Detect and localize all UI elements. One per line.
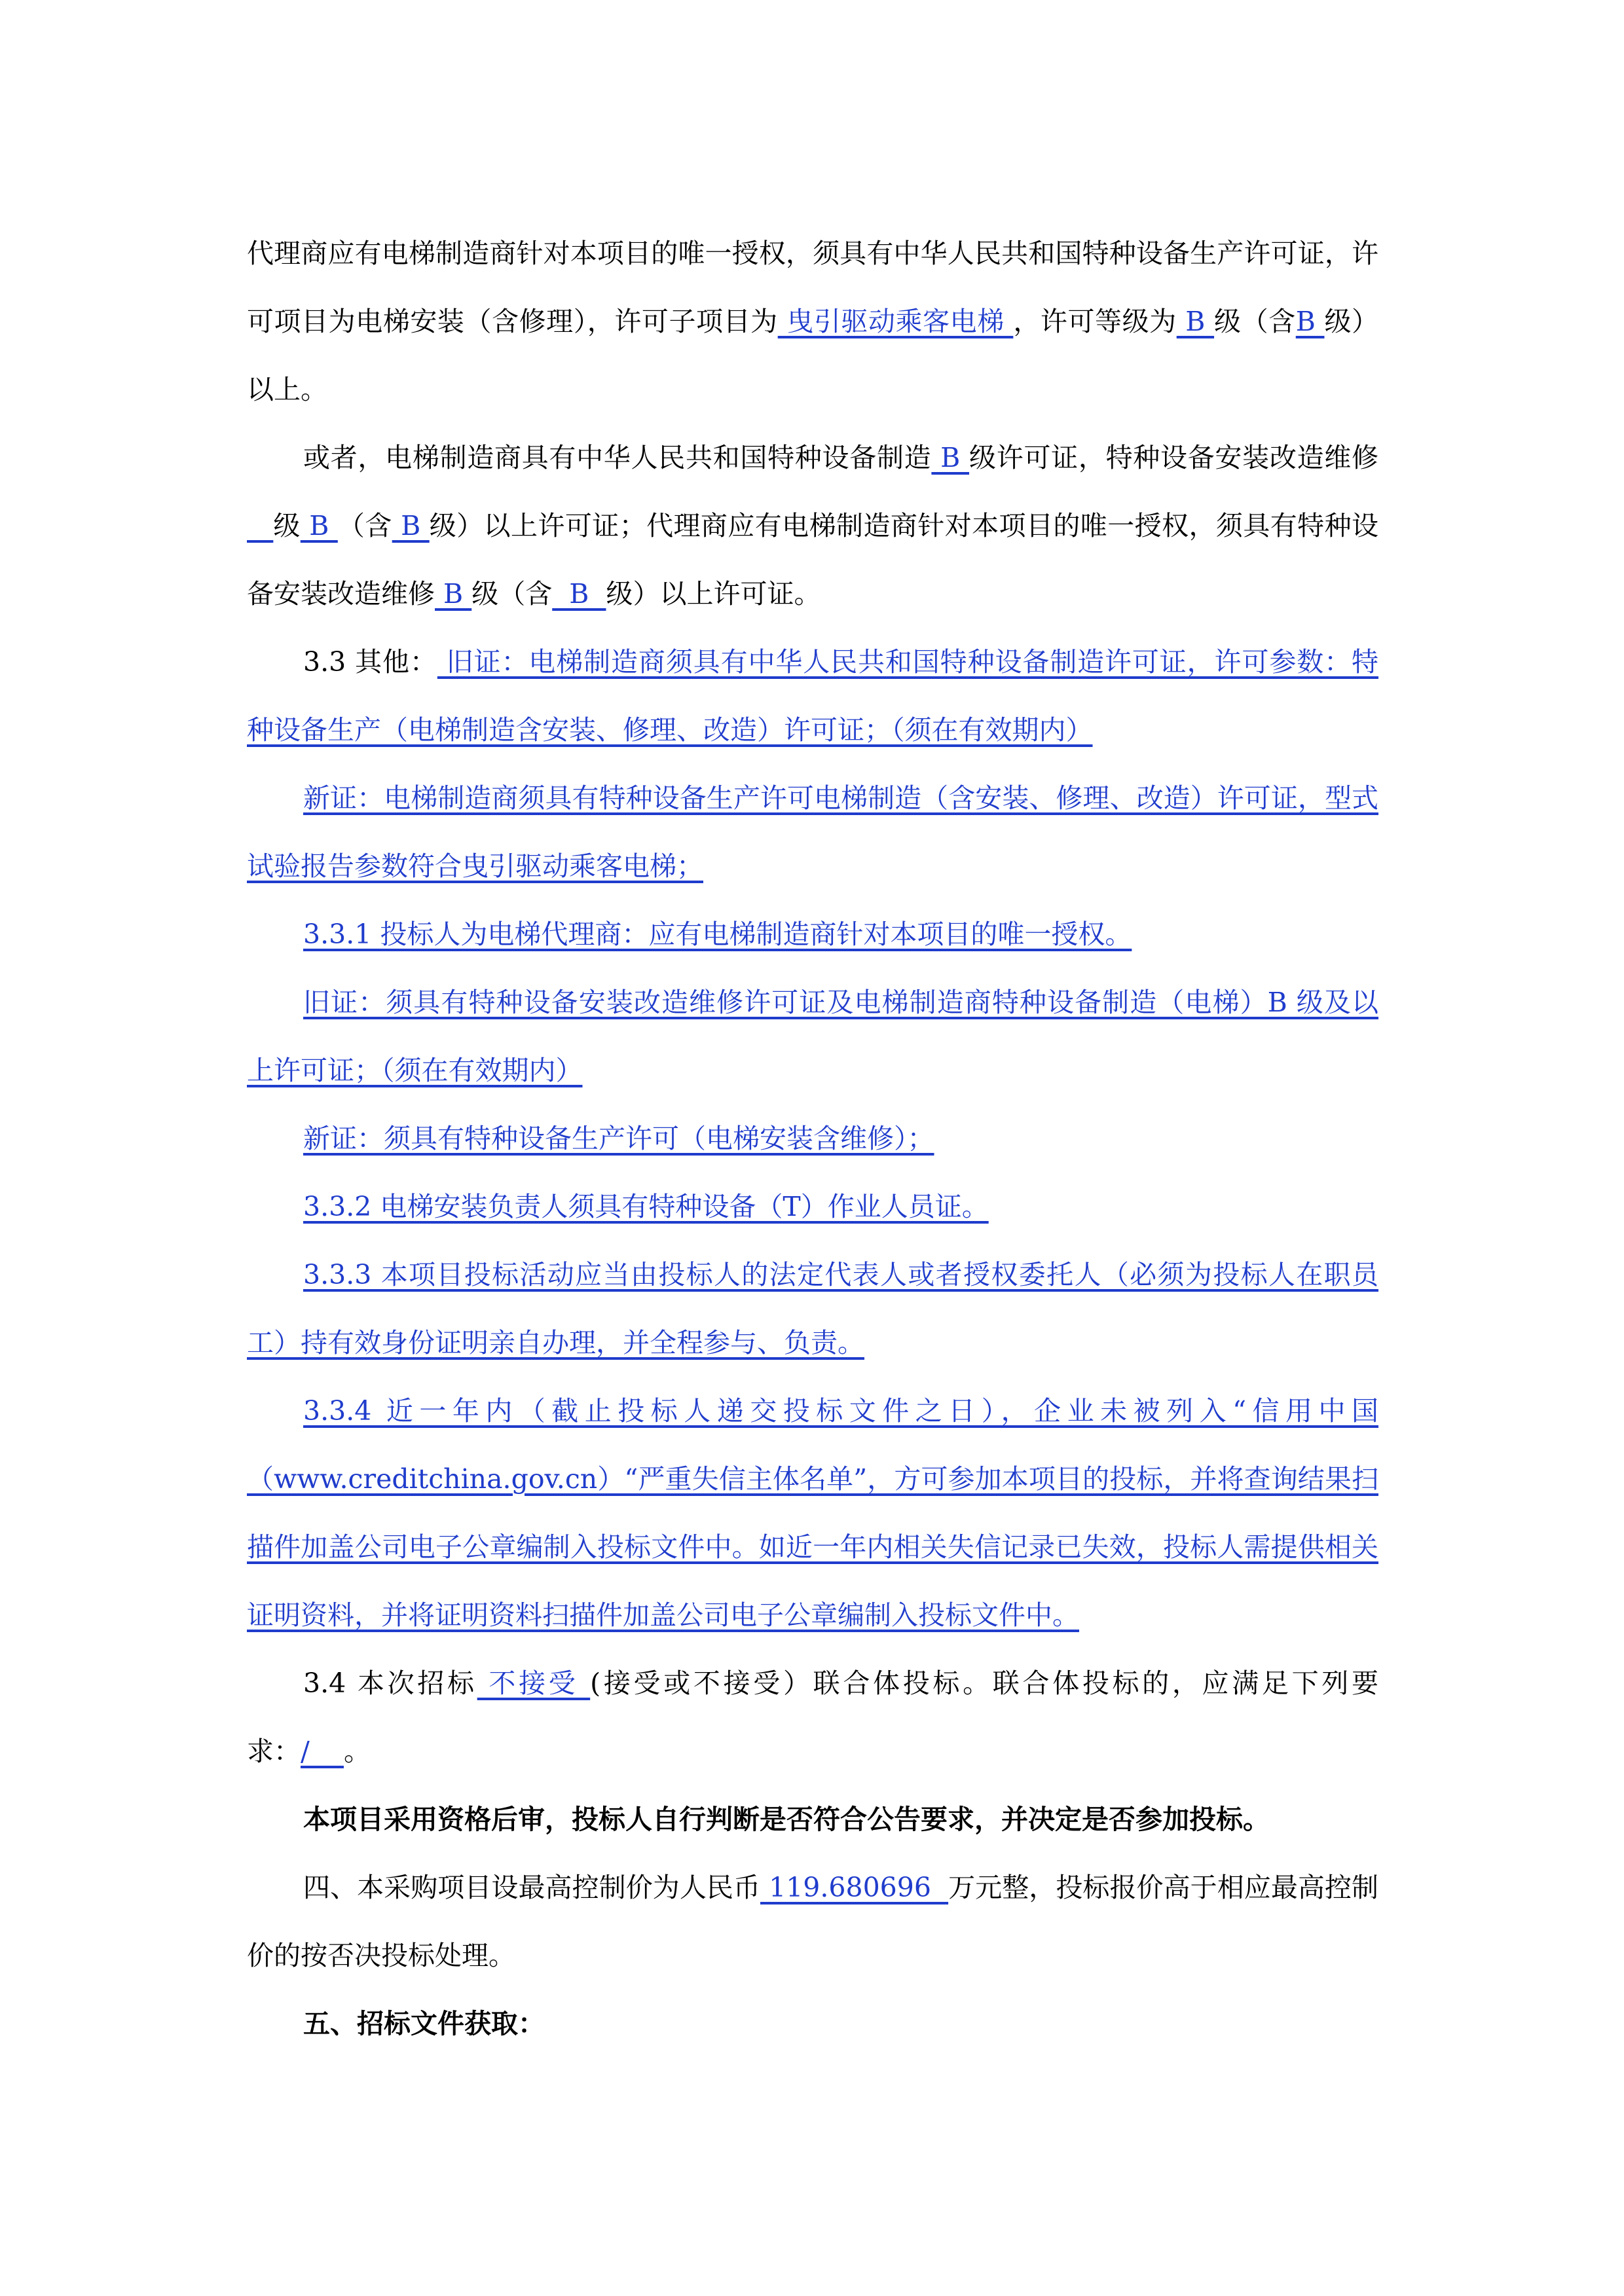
agent-grade: B (435, 578, 472, 610)
agent-grade-min: B (552, 578, 606, 610)
section-5-heading: 五、招标文件获取： (303, 2008, 545, 2039)
item-3-3-2: 3.3.2 电梯安装负责人须具有特种设备（T）作业人员证。 (303, 1191, 989, 1222)
para2-text-a: 或者，电梯制造商具有中华人民共和国特种设备制造 (303, 442, 932, 473)
para2-text-g: 级）以上许可证。 (606, 578, 821, 610)
section-3-4-end: 。 (343, 1736, 371, 1767)
item-3-3-1-new-cert: 新证：须具有特种设备生产许可（电梯安装含维修）； (303, 1123, 934, 1154)
item-3-3-3: 3.3.3 本项目投标活动应当由投标人的法定代表人或者授权委托人（必须为投标人在职员工）持有效身份证明亲自办理，并全程参与、负责。 (247, 1259, 1378, 1358)
item-3-3-4: 3.3.4 近一年内（截止投标人递交投标文件之日），企业未被列入“信用中国（www.creditchina.gov.cn）“严重失信主体名单”，方可参加本项目的投标，并将查询结果扫描件加盖公司电子公章编制入投标文件中。如近一年内相关失信记录已失效，投标人需提供相关证明资料，并将证明资料扫描件加盖公司电子公章编制入投标文件中。 (247, 1395, 1378, 1631)
old-cert-text: 旧证：电梯制造商须具有中华人民共和国特种设备制造许可证，许可参数：特种设备生产（电梯制造含安装、修理、改造）许可证；（须在有效期内） (247, 646, 1378, 746)
paragraph-3-3-4 (247, 1377, 1378, 1649)
para2-text-e: 级）以上许可证；代理商应有电梯制造商针对本项目的唯一授权，须具有特种设备安装改造维修 (247, 510, 1378, 610)
paragraph-3-3-2 (247, 1173, 1378, 1241)
paragraph-license-requirement (247, 219, 1378, 424)
qualification-notice: 本项目采用资格后审，投标人自行判断是否符合公告要求，并决定是否参加投标。 (303, 1804, 1270, 1835)
para1-text-a: 代理商应有电梯制造商针对本项目的唯一授权，须具有中华人民共和国特种设备生产许可证，许可项目为电梯安装（含修理），许可子项目为 (247, 238, 1378, 337)
paragraph-3-3-1-new (247, 1104, 1378, 1173)
blank-field (247, 510, 273, 541)
paragraph-3-4-consortium (247, 1649, 1378, 1785)
para2-text-b: 级许可证，特种设备安装改造维修 (969, 442, 1378, 473)
para2-text-f: 级（含 (471, 578, 553, 610)
para2-text-d: （含 (337, 510, 392, 541)
paragraph-manufacturer-license (247, 424, 1378, 628)
para2-text-c: 级 (273, 510, 301, 541)
document-page (247, 219, 1378, 2058)
section-4-text-a: 四、本采购项目设最高控制价为人民币 (303, 1872, 761, 1903)
section-3-3-prefix: 3.3 其他： (303, 646, 437, 678)
consortium-requirement: / (301, 1736, 344, 1767)
mfg-grade: B (931, 442, 970, 473)
para1-text-d: 级）以上。 (247, 306, 1379, 405)
item-3-3-1-old-cert: 旧证：须具有特种设备安装改造维修许可证及电梯制造商特种设备制造（电梯）B 级及以上许可证；（须在有效期内） (247, 987, 1378, 1086)
paragraph-3-3-other (247, 628, 1378, 764)
consortium-value: 不接受 (477, 1667, 591, 1699)
section-4-text-b: 万元整，投标报价高于相应最高控制价的按否决投标处理。 (247, 1872, 1379, 1971)
para1-text-b: ，许可等级为 (1013, 306, 1177, 337)
section-3-4-text-a: 3.4 本次招标 (303, 1667, 477, 1699)
paragraph-3-3-1 (247, 900, 1378, 968)
install-grade-min: B (392, 510, 430, 541)
section-3-4-text-b: (接受或不接受）联合体投标。联合体投标的，应满足下列要求： (247, 1667, 1378, 1767)
paragraph-price-limit (247, 1853, 1378, 1990)
para1-text-c: 级（含 (1214, 306, 1296, 337)
max-price-value: 119.680696 (760, 1872, 949, 1903)
license-grade-min: B (1295, 306, 1325, 337)
new-cert-text: 新证：电梯制造商须具有特种设备生产许可电梯制造（含安装、修理、改造）许可证，型式试验报告参数符合曳引驱动乘客电梯； (247, 782, 1378, 882)
paragraph-3-3-3 (247, 1241, 1378, 1377)
item-3-3-1: 3.3.1 投标人为电梯代理商：应有电梯制造商针对本项目的唯一授权。 (303, 919, 1132, 950)
license-sub-item: 曳引驱动乘客电梯 (777, 306, 1014, 337)
paragraph-new-cert (247, 764, 1378, 900)
paragraph-3-3-1-old (247, 968, 1378, 1104)
install-grade: B (300, 510, 338, 541)
license-grade: B (1176, 306, 1215, 337)
